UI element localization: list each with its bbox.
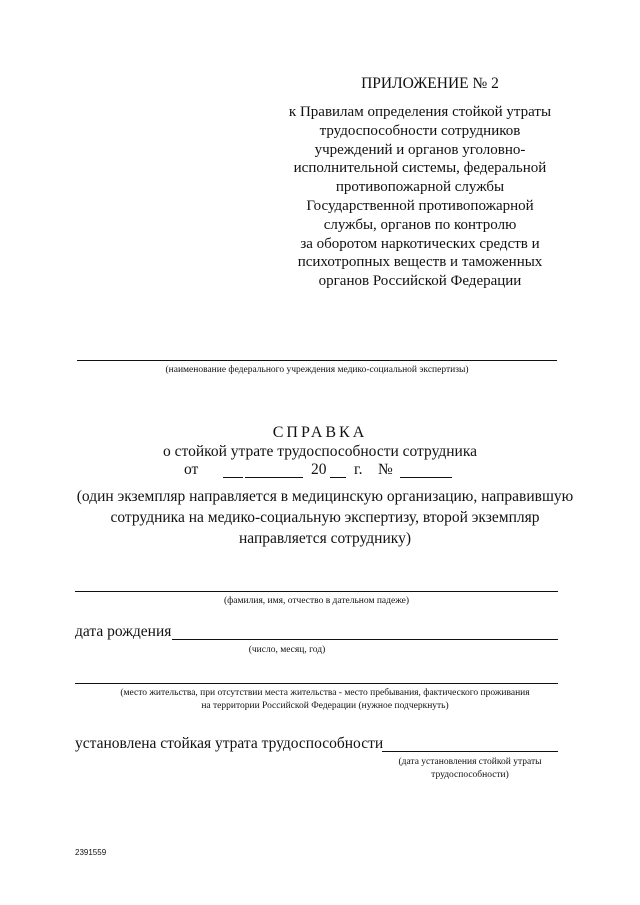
disability-caption-2: трудоспособности) [431,770,509,780]
note-line: (один экземпляр направляется в медицинскую организацию, направившую [76,488,574,505]
date-month-field[interactable] [245,477,303,478]
birth-date-label: дата рождения [75,623,172,640]
appendix-line: исполнительной системы, федеральной [293,160,547,177]
date-century: 20 [311,461,327,478]
fio-field[interactable] [75,591,558,592]
date-from-label: от [184,461,199,478]
certificate-title: СПРАВКА [272,424,368,441]
appendix-line: за оборотом наркотических средств и [300,235,540,252]
birth-date-caption: (число, месяц, год) [248,645,326,655]
institution-caption: (наименование федерального учреждения медико-социальной экспертизы) [165,365,469,375]
appendix-title: ПРИЛОЖЕНИЕ № 2 [361,75,499,92]
residence-caption-2: на территории Российской Федерации (нужное подчеркнуть) [201,701,449,711]
disability-label: установлена стойкая утрата трудоспособности [75,735,384,752]
note-line: направляется сотруднику) [238,530,411,547]
residence-caption-1: (место жительства, при отсутствии места жительства - место пребывания, фактического проживания [120,688,530,698]
date-year-suffix: г. [354,461,363,478]
disability-caption-1: (дата установления стойкой утраты [398,757,542,767]
appendix-line: Государственной противопожарной [306,197,534,214]
note-line: сотрудника на медико-социальную экспертизу, второй экземпляр [110,509,540,526]
disability-date-field[interactable] [382,751,558,752]
appendix-line: противопожарной службы [335,179,505,196]
certificate-number-field[interactable] [400,477,452,478]
number-sign: № [378,461,393,478]
appendix-line: учреждений и органов уголовно- [314,141,526,158]
document-id: 2391559 [75,848,107,857]
distribution-note [60,486,590,549]
appendix-line: службы, органов по контролю [323,216,517,233]
certificate-subtitle: о стойкой утрате трудоспособности сотрудника [163,443,477,460]
residence-field[interactable] [75,683,558,684]
fio-caption: (фамилия, имя, отчество в дательном падеже) [223,596,410,606]
appendix-line: трудоспособности сотрудников [319,122,521,139]
date-year-field[interactable] [330,477,346,478]
appendix-line: к Правилам определения стойкой утраты [288,104,552,120]
date-day-field[interactable] [223,477,243,478]
birth-date-field[interactable] [172,639,558,640]
appendix-text [280,103,560,291]
appendix-line: органов Российской Федерации [318,273,522,290]
appendix-line: психотропных веществ и таможенных [297,254,543,271]
institution-line [77,360,557,361]
